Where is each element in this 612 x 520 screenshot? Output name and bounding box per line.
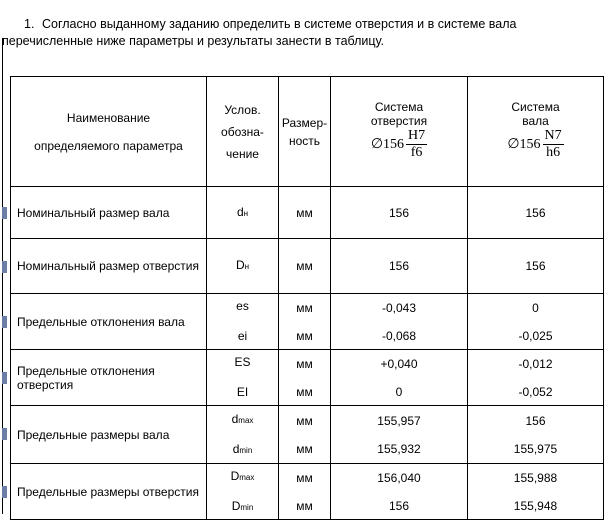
- row-hole-value-value: +0,040: [380, 356, 418, 371]
- task-text-line1: Согласно выданному заданию определить в системе отверстия и в системе вала: [42, 17, 517, 31]
- row-unit: [279, 239, 331, 294]
- symbol-main: ES: [234, 354, 251, 369]
- symbol-value: [207, 381, 278, 405]
- designation-header: Услов. обозна- чение: [207, 77, 279, 187]
- symbol-subscript: max: [239, 472, 255, 482]
- symbol-subscript: max: [238, 415, 254, 425]
- left-border-line: [2, 38, 3, 514]
- hole-system-header: Система отверстия ∅156 H7 f6: [331, 77, 468, 187]
- row-hole-value-value: 156: [388, 205, 410, 220]
- row-symbol: [207, 350, 279, 406]
- row-hole-value-value: 155,957: [377, 413, 421, 428]
- unit-header: Размер- ность: [279, 77, 331, 187]
- symbol-subscript: н: [244, 262, 250, 271]
- row-unit-value: мм: [296, 470, 313, 485]
- symbol-main: d: [236, 204, 244, 219]
- row-symbol: [207, 294, 279, 350]
- row-hole-value-value: -0,043: [381, 300, 417, 315]
- shaft-fit-symbol: ∅156 N7 h6: [507, 128, 562, 160]
- row-unit: [279, 464, 331, 520]
- table-row: [11, 406, 604, 464]
- row-edge-marker: [2, 428, 7, 440]
- row-shaft-value-value: -0,052: [518, 384, 553, 399]
- row-unit-value: мм: [296, 205, 313, 220]
- row-hole-value-value: 156: [388, 259, 410, 273]
- hole-fit-symbol: ∅156 H7 f6: [370, 128, 426, 160]
- symbol-value: [207, 408, 278, 432]
- task-intro: [2, 16, 602, 50]
- row-hole-value: [331, 294, 468, 350]
- row-param-name: Предельные отклонения вала: [11, 294, 207, 350]
- row-shaft-value: [468, 187, 604, 239]
- symbol-value: [207, 201, 278, 225]
- row-shaft-value-value: 155,975: [513, 441, 558, 456]
- row-hole-value-value: -0,068: [381, 328, 417, 343]
- row-hole-value-value: 156: [388, 498, 410, 513]
- row-hole-value-value: 0: [395, 384, 403, 399]
- row-shaft-value: [468, 239, 604, 294]
- symbol-value: [207, 351, 278, 375]
- header-row: [11, 77, 604, 187]
- symbol-value: [207, 254, 278, 278]
- row-shaft-value-value: -0,025: [518, 328, 553, 343]
- row-unit-value: мм: [296, 441, 313, 456]
- row-edge-marker: [2, 261, 7, 273]
- row-unit: [279, 187, 331, 239]
- row-param-name: Номинальный размер отверстия: [11, 239, 207, 294]
- row-unit-value: мм: [296, 356, 313, 371]
- table-row: [11, 464, 604, 520]
- row-unit-value: мм: [296, 384, 313, 399]
- task-text-line2: перечисленные ниже параметры и результаты занести в таблицу.: [2, 34, 385, 48]
- shaft-system-header: Система вала ∅156 N7 h6: [468, 77, 604, 187]
- symbol-main: ei: [237, 328, 248, 343]
- row-unit: [279, 406, 331, 464]
- row-param-name: Номинальный размер вала: [11, 187, 207, 239]
- row-edge-marker: [2, 486, 7, 498]
- symbol-subscript: н: [243, 208, 249, 218]
- symbol-subscript: min: [240, 502, 254, 512]
- symbol-main: es: [236, 298, 249, 313]
- row-hole-value: [331, 406, 468, 464]
- row-shaft-value-value: -0,012: [518, 356, 553, 371]
- symbol-main: d: [231, 411, 239, 426]
- row-param-name: Предельные отклонения отверстия: [11, 350, 207, 406]
- symbol-main: D: [230, 468, 240, 483]
- row-shaft-value-value: 0: [532, 300, 539, 315]
- param-header: Наименование определяемого параметра: [11, 77, 207, 187]
- row-shaft-value: [468, 350, 604, 406]
- row-hole-value-value: 155,932: [377, 441, 421, 456]
- row-unit-value: мм: [296, 328, 313, 343]
- row-hole-value: [331, 464, 468, 520]
- row-param-name: Предельные размеры отверстия: [11, 464, 207, 520]
- symbol-main: D: [231, 498, 241, 513]
- table-row: [11, 187, 604, 239]
- row-hole-value-value: 156,040: [377, 470, 421, 485]
- symbol-value: [207, 295, 278, 319]
- row-shaft-value-value: 156: [525, 259, 546, 273]
- row-shaft-value: [468, 406, 604, 464]
- table-row: [11, 350, 604, 406]
- row-symbol: [207, 464, 279, 520]
- symbol-main: d: [232, 441, 240, 456]
- task-number: 1.: [24, 17, 35, 31]
- symbol-value: [207, 325, 278, 349]
- results-table: [10, 76, 604, 520]
- row-edge-marker: [2, 316, 7, 328]
- symbol-main: EI: [236, 384, 249, 399]
- row-symbol: [207, 187, 279, 239]
- row-unit-value: мм: [296, 300, 313, 315]
- table-row: [11, 239, 604, 294]
- row-symbol: [207, 406, 279, 464]
- row-unit-value: мм: [296, 498, 313, 513]
- row-shaft-value-value: 156: [525, 413, 546, 428]
- row-unit: [279, 294, 331, 350]
- row-param-name: Предельные размеры вала: [11, 406, 207, 464]
- row-shaft-value: [468, 464, 604, 520]
- row-unit-value: мм: [296, 413, 313, 428]
- row-hole-value: [331, 187, 468, 239]
- row-shaft-value-value: 155,988: [513, 470, 558, 485]
- row-shaft-value-value: 156: [525, 205, 546, 220]
- symbol-value: [207, 465, 278, 489]
- row-hole-value: [331, 239, 468, 294]
- symbol-subscript: min: [239, 445, 253, 455]
- row-unit: [279, 350, 331, 406]
- row-edge-marker: [2, 372, 7, 384]
- row-hole-value: [331, 350, 468, 406]
- row-edge-marker: [2, 207, 7, 219]
- table-row: [11, 294, 604, 350]
- symbol-main: D: [235, 258, 245, 272]
- symbol-value: [207, 495, 278, 519]
- row-shaft-value-value: 155,948: [513, 498, 558, 513]
- row-shaft-value: [468, 294, 604, 350]
- row-symbol: [207, 239, 279, 294]
- row-unit-value: мм: [296, 259, 313, 273]
- symbol-value: [207, 438, 278, 462]
